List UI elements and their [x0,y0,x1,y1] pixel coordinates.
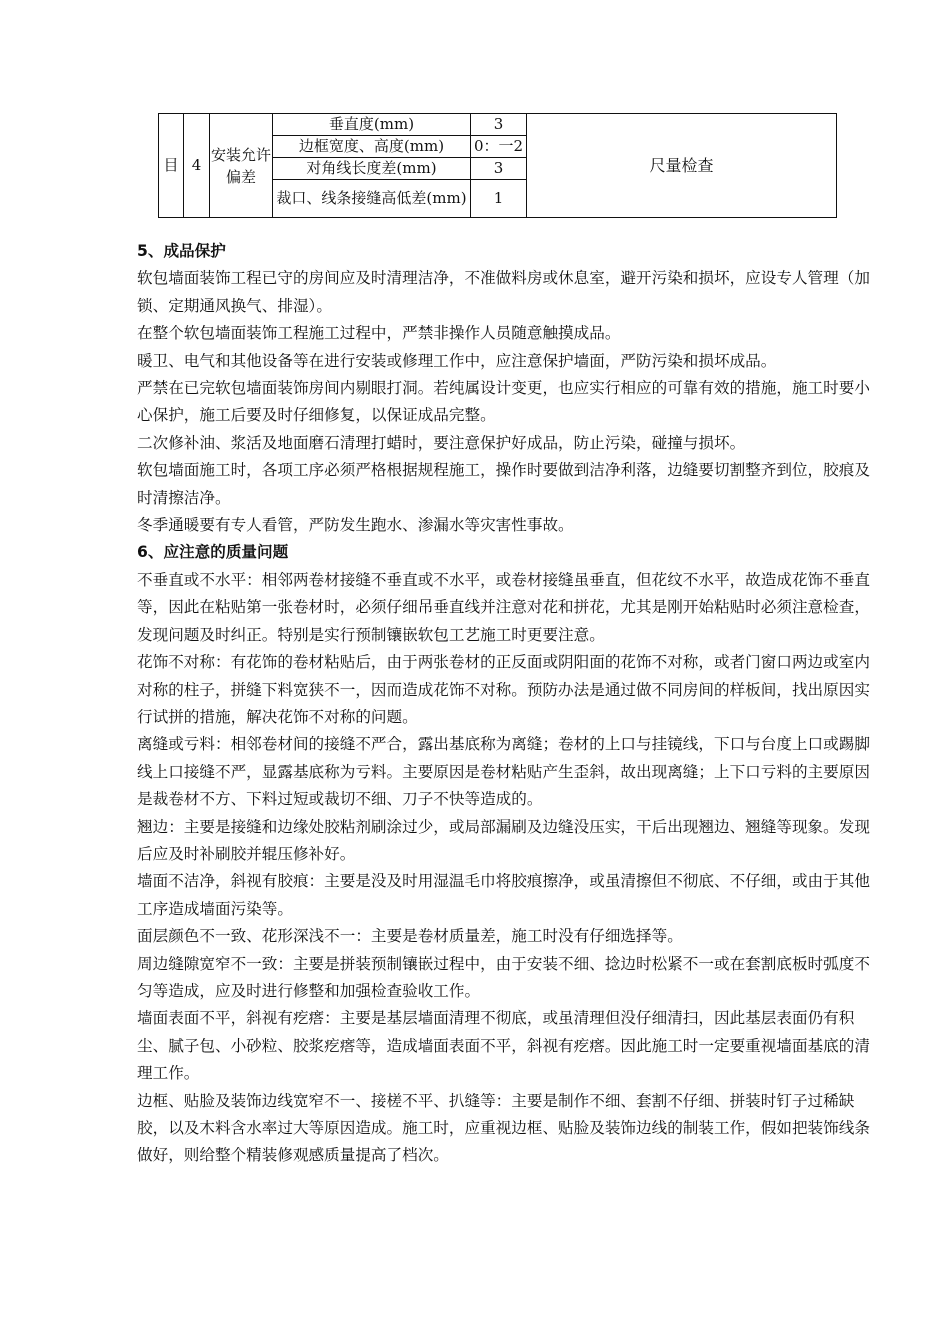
table-cell-value: 1 [471,180,527,218]
table-row [159,114,837,136]
paragraph: 墙面不洁净，斜视有胶痕：主要是没及时用湿温毛巾将胶痕擦净，或虽清擦但不彻底、不仔细，或由于其他工序造成墙面污染等。 [137,872,870,918]
paragraph: 花饰不对称：有花饰的卷材粘贴后，由于两张卷材的正反面或阴阳面的花饰不对称，或者门窗口两边或室内对称的柱子，拼缝下料宽狭不一，因而造成花饰不对称。预防办法是通过做不同房间的样板间，找出原因实行试拼的措施，解决花饰不对称的问题。 [137,653,870,726]
paragraph: 暖卫、电气和其他设备等在进行安装或修理工作中，应注意保护墙面，严防污染和损坏成品。 [137,351,777,370]
section-5-heading: 5、成品保护 [137,242,226,260]
table-cell-index: 4 [184,114,210,218]
table-cell-item: 边框宽度、高度(mm) [273,136,471,158]
table-cell-value: 0：一2 [471,136,527,158]
table-cell-project: 安装允许偏差 [210,114,273,218]
document-body [137,238,872,1170]
section-6-heading: 6、应注意的质量问题 [137,543,289,562]
paragraph: 周边缝隙宽窄不一致：主要是拼装预制镶嵌过程中，由于安装不细、捻边时松紧不一或在套割底板时弧度不匀等造成，应及时进行修整和加强检查验收工作。 [137,954,870,1000]
tolerance-table [158,113,837,218]
table-cell-item: 对角线长度差(mm) [273,158,471,180]
table-cell-item: 裁口、线条接缝高低差(mm) [273,180,471,218]
paragraph: 边框、贴脸及装饰边线宽窄不一、接槎不平、扒缝等：主要是制作不细、套割不仔细、拼装时钉子过稀缺胶，以及木料含水率过大等原因造成。施工时，应重视边框、贴脸及装饰边线的制装工作，假如把装饰线条做好，则给整个精装修观感质量提高了档次。 [137,1091,870,1165]
paragraph: 面层颜色不一致、花形深浅不一：主要是卷材质量差，施工时没有仔细选择等。 [137,927,683,946]
table-cell-category: 目 [159,114,184,218]
paragraph: 严禁在已完软包墙面装饰房间内剔眼打洞。若纯属设计变更，也应实行相应的可靠有效的措施，施工时要小心保护，施工后要及时仔细修复，以保证成品完整。 [137,379,870,425]
table-cell-value: 3 [471,114,527,136]
paragraph: 翘边：主要是接缝和边缘处胶粘剂刷涂过少，或局部漏刷及边缝没压实，干后出现翘边、翘缝等现象。发现后应及时补刷胶并辊压修补好。 [137,817,870,863]
paragraph: 软包墙面施工时，各项工序必须严格根据规程施工，操作时要做到洁净利落，边缝要切割整齐到位，胶痕及时清擦洁净。 [137,461,870,507]
paragraph: 二次修补油、浆活及地面磨石清理打蜡时，要注意保护好成品，防止污染，碰撞与损坏。 [137,433,746,452]
table-cell-value: 3 [471,158,527,180]
paragraph: 墙面表面不平，斜视有疙瘩：主要是基层墙面清理不彻底，或虽清理但没仔细清扫，因此基层表面仍有积尘、腻子包、小砂粒、胶浆疙瘩等，造成墙面表面不平，斜视有疙瘩。因此施工时一定要重视墙面基底的清理工作。 [137,1009,870,1083]
paragraph: 软包墙面装饰工程已守的房间应及时清理洁净，不准做料房或休息室，避开污染和损坏，应设专人管理（加锁、定期通风换气、排湿）。 [137,269,870,315]
paragraph: 在整个软包墙面装饰工程施工过程中，严禁非操作人员随意触摸成品。 [137,324,621,343]
table-cell-item: 垂直度(mm) [273,114,471,136]
paragraph: 不垂直或不水平：相邻两卷材接缝不垂直或不水平，或卷材接缝虽垂直，但花纹不水平，故造成花饰不垂直等，因此在粘贴第一张卷材时，必须仔细吊垂直线并注意对花和拼花，尤其是刚开始粘贴时必须注意检查，发现问题及时纠正。特别是实行预制镶嵌软包工艺施工时更要注意。 [137,570,870,644]
paragraph: 冬季通暖要有专人看管，严防发生跑水、渗漏水等灾害性事故。 [137,516,574,535]
paragraph: 离缝或亏料：相邻卷材间的接缝不严合，露出基底称为离缝；卷材的上口与挂镜线，下口与台度上口或踢脚线上口接缝不严，显露基底称为亏料。主要原因是卷材粘贴产生歪斜，故出现离缝；上下口亏料的主要原因是裁卷材不方、下料过短或裁切不细、刀子不快等造成的。 [137,735,870,809]
table-cell-method: 尺量检查 [527,114,837,218]
